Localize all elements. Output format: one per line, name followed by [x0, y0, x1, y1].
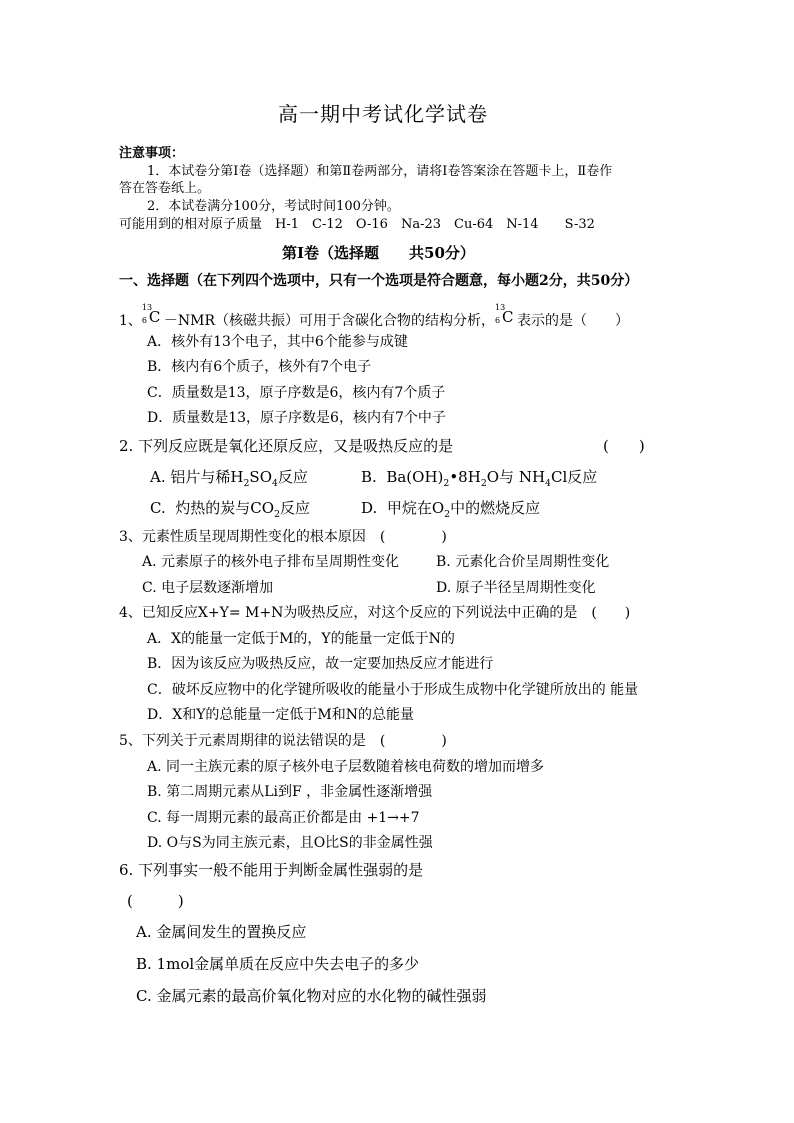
- nuclide-atomic-number: 6: [495, 316, 501, 325]
- question-4-option-d: D．X和Y的总能量一定低于M和N的总能量: [147, 707, 415, 723]
- question-3-stem: 3、元素性质呈现周期性变化的根本原因 ( ): [119, 529, 447, 545]
- question-5-option-c: C. 每一周期元素的最高正价都是由 +1→+7: [147, 810, 420, 826]
- question-1-number: 1、: [119, 313, 142, 329]
- question-6-option-b: B. 1mol金属单质在反应中失去电子的多少: [136, 955, 420, 973]
- notice-item-1-cont: 答在答卷纸上。: [119, 181, 211, 196]
- question-6-option-a: A. 金属间发生的置换反应: [136, 923, 307, 941]
- nuclide-symbol: C: [148, 308, 161, 326]
- subscript: 4: [272, 478, 278, 489]
- question-4-stem: 4、已知反应X+Y= M+N为吸热反应，对这个反应的下列说法中正确的是 ( ): [119, 605, 631, 621]
- question-1-stem: [119, 303, 630, 330]
- option-text: 甲烷在: [386, 499, 432, 517]
- question-1-text: －NMR（核磁共振）可用于含碳化合物的结构分析，: [163, 313, 496, 329]
- nuclide-mass-number: 13: [141, 303, 153, 312]
- question-1-option-d: D．质量数是13，原子序数是6，核内有7个中子: [147, 410, 446, 426]
- notice-item-1: 1．本试卷分第Ⅰ卷（选择题）和第Ⅱ卷两部分，请将Ⅰ卷答案涂在答题卡上，Ⅱ卷作: [147, 164, 613, 179]
- nuclide-atomic-number: 6: [141, 316, 148, 325]
- question-2-option-c: [150, 499, 310, 520]
- formula-part: •8H: [449, 468, 481, 486]
- notice-item-2: 2．本试卷满分100分，考试时间100分钟。: [147, 199, 400, 214]
- formula-part: O与: [486, 468, 515, 486]
- question-3-option-d: D. 原子半径呈周期性变化: [436, 580, 596, 596]
- question-2-answer-paren: ( ): [603, 437, 645, 455]
- subscript: 2: [444, 509, 451, 520]
- question-1-option-c: C．质量数是13，原子序数是6，核内有7个质子: [147, 385, 446, 401]
- atomic-masses: 可能用到的相对原子质量 H-1 C-12 O-16 Na-23 Cu-64 N-14 S-32: [119, 217, 595, 232]
- formula-part: CO: [250, 499, 275, 517]
- option-label: C.: [150, 499, 166, 517]
- question-3-option-c: C. 电子层数逐渐增加: [142, 580, 274, 596]
- nuclide-c13-second: [495, 303, 517, 327]
- question-6-stem: 6. 下列事实一般不能用于判断金属性强弱的是: [119, 861, 424, 879]
- formula-part: H: [230, 468, 244, 486]
- section-title: 第Ⅰ卷（选择题 共50分）: [282, 244, 475, 262]
- question-1-option-b: B．核内有6个质子，核外有7个电子: [147, 359, 372, 375]
- formula-part: Ba(OH): [386, 468, 444, 486]
- subscript: 2: [243, 478, 250, 489]
- formula-part: Cl: [550, 468, 568, 486]
- subscript: 4: [545, 478, 551, 489]
- option-text: 中的燃烧反应: [450, 499, 541, 517]
- question-5-option-d: D. O与S为同主族元素，且O比S的非金属性强: [147, 835, 433, 851]
- option-text: 铝片与稀: [170, 468, 231, 486]
- formula-part: NH: [518, 468, 546, 486]
- formula-part: SO: [249, 468, 272, 486]
- question-5-option-b: B. 第二周期元素从Li到F ，非金属性逐渐增强: [147, 784, 433, 800]
- nuclide-mass-number: 13: [495, 303, 506, 312]
- question-6-answer-paren: ( ): [127, 892, 184, 910]
- notice-heading: 注意事项：: [119, 146, 185, 161]
- option-text: 反应: [567, 468, 598, 486]
- option-text: 灼热的炭与: [175, 499, 251, 517]
- question-4-option-a: A．X的能量一定低于M的，Y的能量一定低于N的: [147, 631, 455, 647]
- question-4-option-b: B．因为该反应为吸热反应，故一定要加热反应才能进行: [147, 656, 494, 672]
- nuclide-c13: [141, 303, 164, 327]
- subscript: 2: [443, 478, 450, 489]
- subscript: 2: [274, 509, 280, 520]
- part-heading: 一、选择题（在下列四个选项中，只有一个选项是符合题意，每小题2分，共50分）: [119, 273, 639, 289]
- formula-part: O: [431, 499, 445, 517]
- question-5-option-a: A. 同一主族元素的原子核外电子层数随着核电荷数的增加而增多: [147, 759, 545, 775]
- question-2-option-d: [361, 499, 541, 520]
- question-2-stem: 2. 下列反应既是氧化还原反应，又是吸热反应的是: [119, 437, 454, 455]
- question-5-stem: 5、下列关于元素周期律的说法错误的是 ( ): [119, 733, 447, 749]
- option-label: B.: [361, 468, 377, 486]
- subscript: 2: [480, 478, 487, 489]
- option-label: D.: [361, 499, 378, 517]
- page-title: 高一期中考试化学试卷: [278, 102, 488, 126]
- question-6-option-c: C. 金属元素的最高价氧化物对应的水化物的碱性强弱: [136, 987, 487, 1005]
- option-label: A.: [150, 468, 166, 486]
- nuclide-symbol: C: [502, 308, 514, 326]
- option-text: 反应: [279, 499, 310, 517]
- question-2-option-b: [361, 468, 598, 489]
- question-4-option-c: C．破坏反应物中的化学键所吸收的能量小于形成生成物中化学键所放出的 能量: [147, 682, 639, 698]
- option-text: 反应: [277, 468, 308, 486]
- question-3-option-a: A. 元素原子的核外电子排布呈周期性变化: [142, 554, 400, 570]
- question-2-option-a: [150, 468, 308, 489]
- question-1-text-end: 表示的是（ ）: [517, 313, 630, 329]
- question-3-option-b: B. 元素化合价呈周期性变化: [436, 554, 610, 570]
- question-1-option-a: A．核外有13个电子，其中6个能参与成键: [147, 334, 408, 350]
